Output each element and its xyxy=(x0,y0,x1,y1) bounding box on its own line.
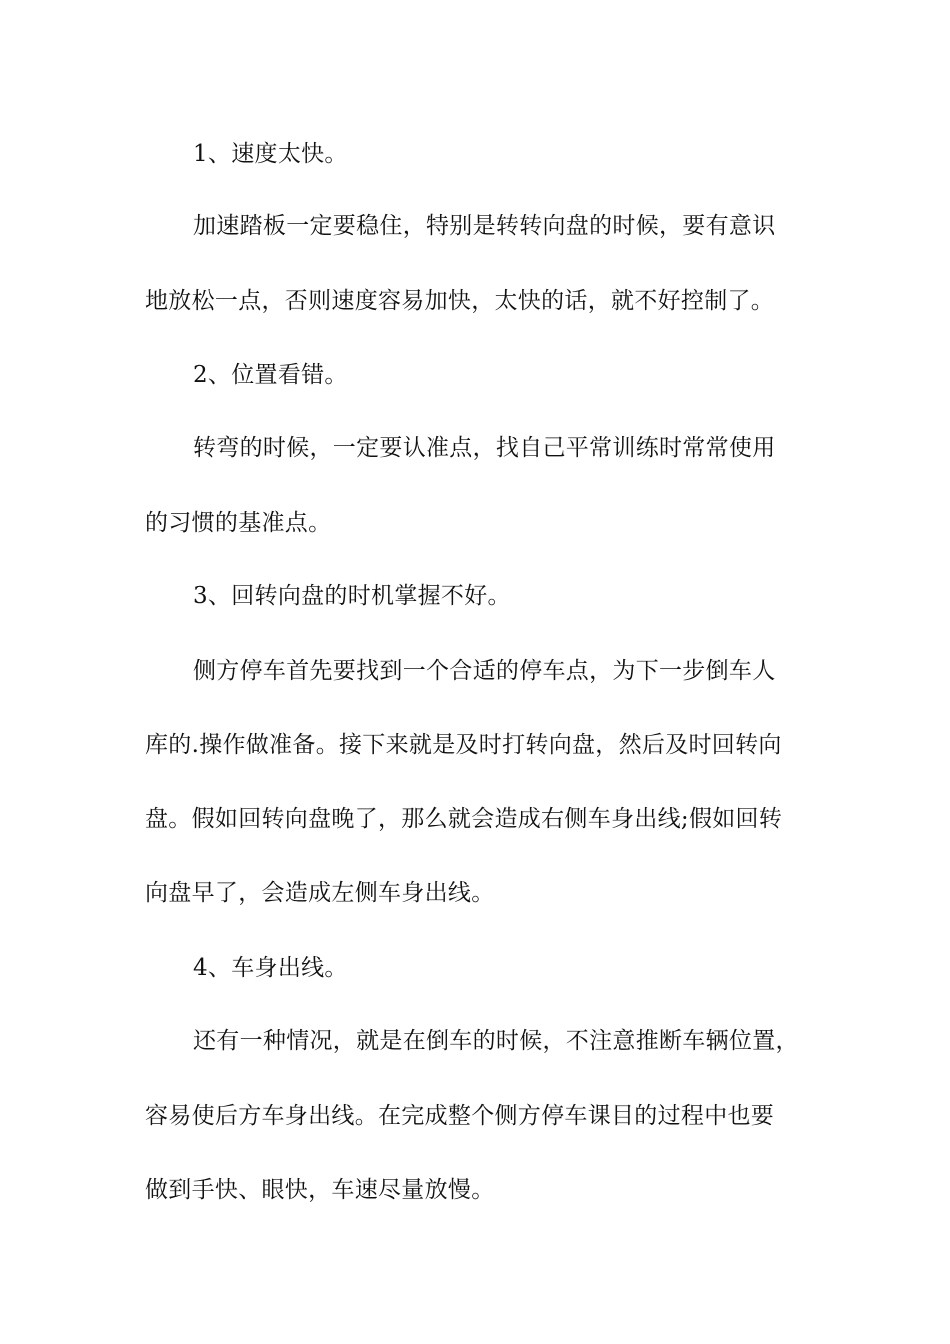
heading-speed-too-fast: 1、速度太快。 xyxy=(193,141,348,167)
paragraph-line: 还有一种情况，就是在倒车的时候，不注意推断车辆位置， xyxy=(193,1028,799,1054)
heading-body-over-line: 4、车身出线。 xyxy=(193,955,348,981)
heading-wrong-position: 2、位置看错。 xyxy=(193,362,348,388)
paragraph-line: 盘。假如回转向盘晚了，那么就会造成右侧车身出线;假如回转 xyxy=(145,806,783,832)
paragraph-line: 侧方停车首先要找到一个合适的停车点，为下一步倒车人 xyxy=(193,658,776,684)
paragraph-line: 做到手快、眼快，车速尽量放慢。 xyxy=(145,1177,495,1203)
heading-steering-timing: 3、回转向盘的时机掌握不好。 xyxy=(193,583,511,609)
paragraph-line: 容易使后方车身出线。在完成整个侧方停车课目的过程中也要 xyxy=(145,1103,775,1129)
paragraph-line: 转弯的时候，一定要认准点，找自己平常训练时常常使用 xyxy=(193,435,776,461)
paragraph-line: 加速踏板一定要稳住，特别是转转向盘的时候，要有意识 xyxy=(193,213,776,239)
paragraph-line: 库的.操作做准备。接下来就是及时打转向盘，然后及时回转向 xyxy=(145,732,782,758)
paragraph-line: 向盘早了，会造成左侧车身出线。 xyxy=(145,880,495,906)
paragraph-line: 的习惯的基准点。 xyxy=(145,510,332,536)
paragraph-line: 地放松一点，否则速度容易加快，太快的话，就不好控制了。 xyxy=(145,288,775,314)
